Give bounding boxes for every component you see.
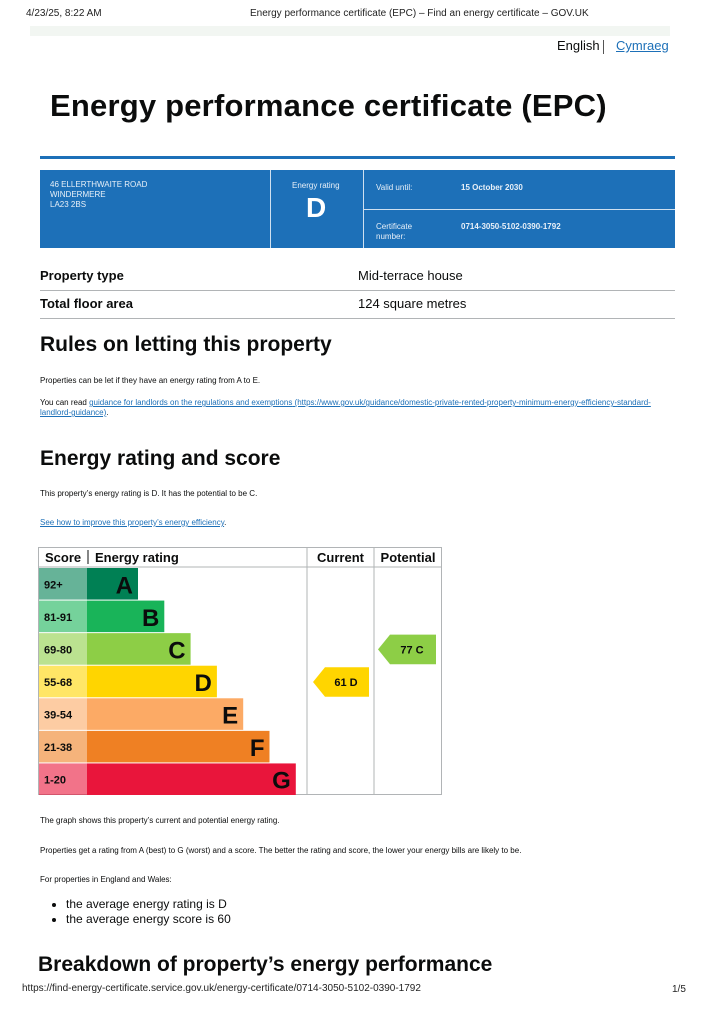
landlord-guidance-link[interactable]	[40, 398, 651, 417]
guidance-suffix: .	[106, 408, 109, 417]
band-letter-b: B	[141, 604, 160, 632]
band-bar-e	[87, 698, 243, 730]
band-letter-a: A	[115, 572, 133, 600]
valid-until-value: 15 October 2030	[461, 183, 523, 192]
band-score-label: 81-91	[44, 611, 73, 624]
top-strip	[30, 26, 670, 36]
band-letter-g: G	[272, 767, 291, 795]
address-line: 46 ELLERTHWAITE ROAD	[50, 180, 148, 189]
landlord-guidance-url: (https://www.gov.uk/guidance/domestic-private-rented-property-minimum-energy-efficiency-standard-landlord-guidance)	[40, 398, 651, 417]
header-potential: Potential	[380, 550, 436, 565]
print-url: https://find-energy-certificate.service.gov.uk/energy-certificate/0714-3050-5102-0390-1792	[22, 983, 421, 994]
band-letter-f: F	[249, 735, 265, 763]
list-item: • the average energy rating is D	[66, 897, 231, 912]
header-energy-rating: Energy rating	[95, 550, 179, 565]
band-bar-f	[87, 731, 270, 763]
summary-divider	[40, 318, 675, 319]
energy-rating-chart	[38, 547, 442, 795]
rating-heading: Energy rating and score	[40, 447, 281, 470]
band-score-label: 92+	[44, 579, 63, 592]
address-line: WINDERMERE	[50, 190, 106, 199]
energy-rating-label: Energy rating	[292, 181, 340, 190]
band-bar-g	[87, 763, 296, 795]
improve-suffix: .	[224, 518, 227, 527]
rating-paragraph: This property’s energy rating is D. It has the potential to be C.	[40, 489, 258, 498]
language-english: English	[557, 38, 600, 53]
band-score-label: 39-54	[44, 709, 73, 722]
print-page-title: Energy performance certificate (EPC) – Find an energy certificate – GOV.UK	[250, 8, 589, 19]
breakdown-heading: Breakdown of property’s energy performance	[38, 953, 493, 976]
landlord-guidance-link-text: guidance for landlords on the regulations and exemptions	[89, 398, 293, 407]
potential-rating-label: 77 C	[400, 644, 424, 657]
print-datetime: 4/23/25, 8:22 AM	[26, 8, 102, 19]
list-item: • the average energy score is 60	[66, 912, 231, 927]
certificate-box	[40, 170, 675, 248]
language-divider	[603, 40, 604, 54]
property-type-key: Property type	[40, 268, 124, 283]
language-welsh-link[interactable]: Cymraeg	[616, 38, 669, 53]
band-score-label: 69-80	[44, 644, 73, 657]
certificate-number-label: Certificate number:	[376, 222, 413, 241]
divider	[363, 209, 675, 210]
england-wales-intro: For properties in England and Wales:	[40, 875, 172, 884]
property-address	[50, 180, 147, 210]
band-letter-c: C	[168, 637, 186, 665]
rating-explanation: Properties get a rating from A (best) to G (worst) and a score. The better the rating and score, the lower your energy bills are likely to be.	[40, 846, 522, 855]
band-letter-e: E	[222, 702, 239, 730]
property-type-value: Mid-terrace house	[358, 268, 463, 283]
band-letter-d: D	[194, 670, 212, 697]
header-score: Score	[45, 550, 82, 565]
floor-area-value: 124 square metres	[358, 296, 467, 311]
address-line: LA23 2BS	[50, 200, 87, 209]
guidance-paragraph	[40, 398, 660, 418]
averages-list-container	[40, 897, 231, 927]
band-score-label: 55-68	[44, 677, 73, 689]
certificate-number-value: 0714-3050-5102-0390-1792	[461, 222, 561, 231]
rules-paragraph: Properties can be let if they have an energy rating from A to E.	[40, 376, 261, 385]
current-rating-label: 61 D	[334, 677, 358, 689]
graph-explanation: The graph shows this property’s current and potential energy rating.	[40, 816, 280, 825]
guidance-prefix: You can read	[40, 398, 90, 407]
energy-rating-value: D	[306, 192, 327, 223]
print-page-number: 1/5	[672, 984, 686, 995]
floor-area-key: Total floor area	[40, 296, 133, 311]
property-summary	[40, 262, 675, 322]
page-title: Energy performance certificate (EPC)	[50, 88, 607, 123]
title-rule	[40, 156, 675, 159]
valid-until-label: Valid until:	[376, 183, 413, 192]
improve-paragraph	[40, 518, 226, 528]
header-current: Current	[317, 550, 364, 565]
rules-heading: Rules on letting this property	[40, 333, 332, 356]
summary-divider	[40, 290, 675, 291]
energy-rating-graph	[38, 547, 442, 795]
band-score-label: 1-20	[44, 774, 67, 787]
averages-list	[40, 897, 231, 927]
band-score-label: 21-38	[44, 742, 73, 755]
divider	[270, 170, 271, 248]
improve-efficiency-link[interactable]: See how to improve this property’s energy efficiency	[40, 518, 225, 527]
